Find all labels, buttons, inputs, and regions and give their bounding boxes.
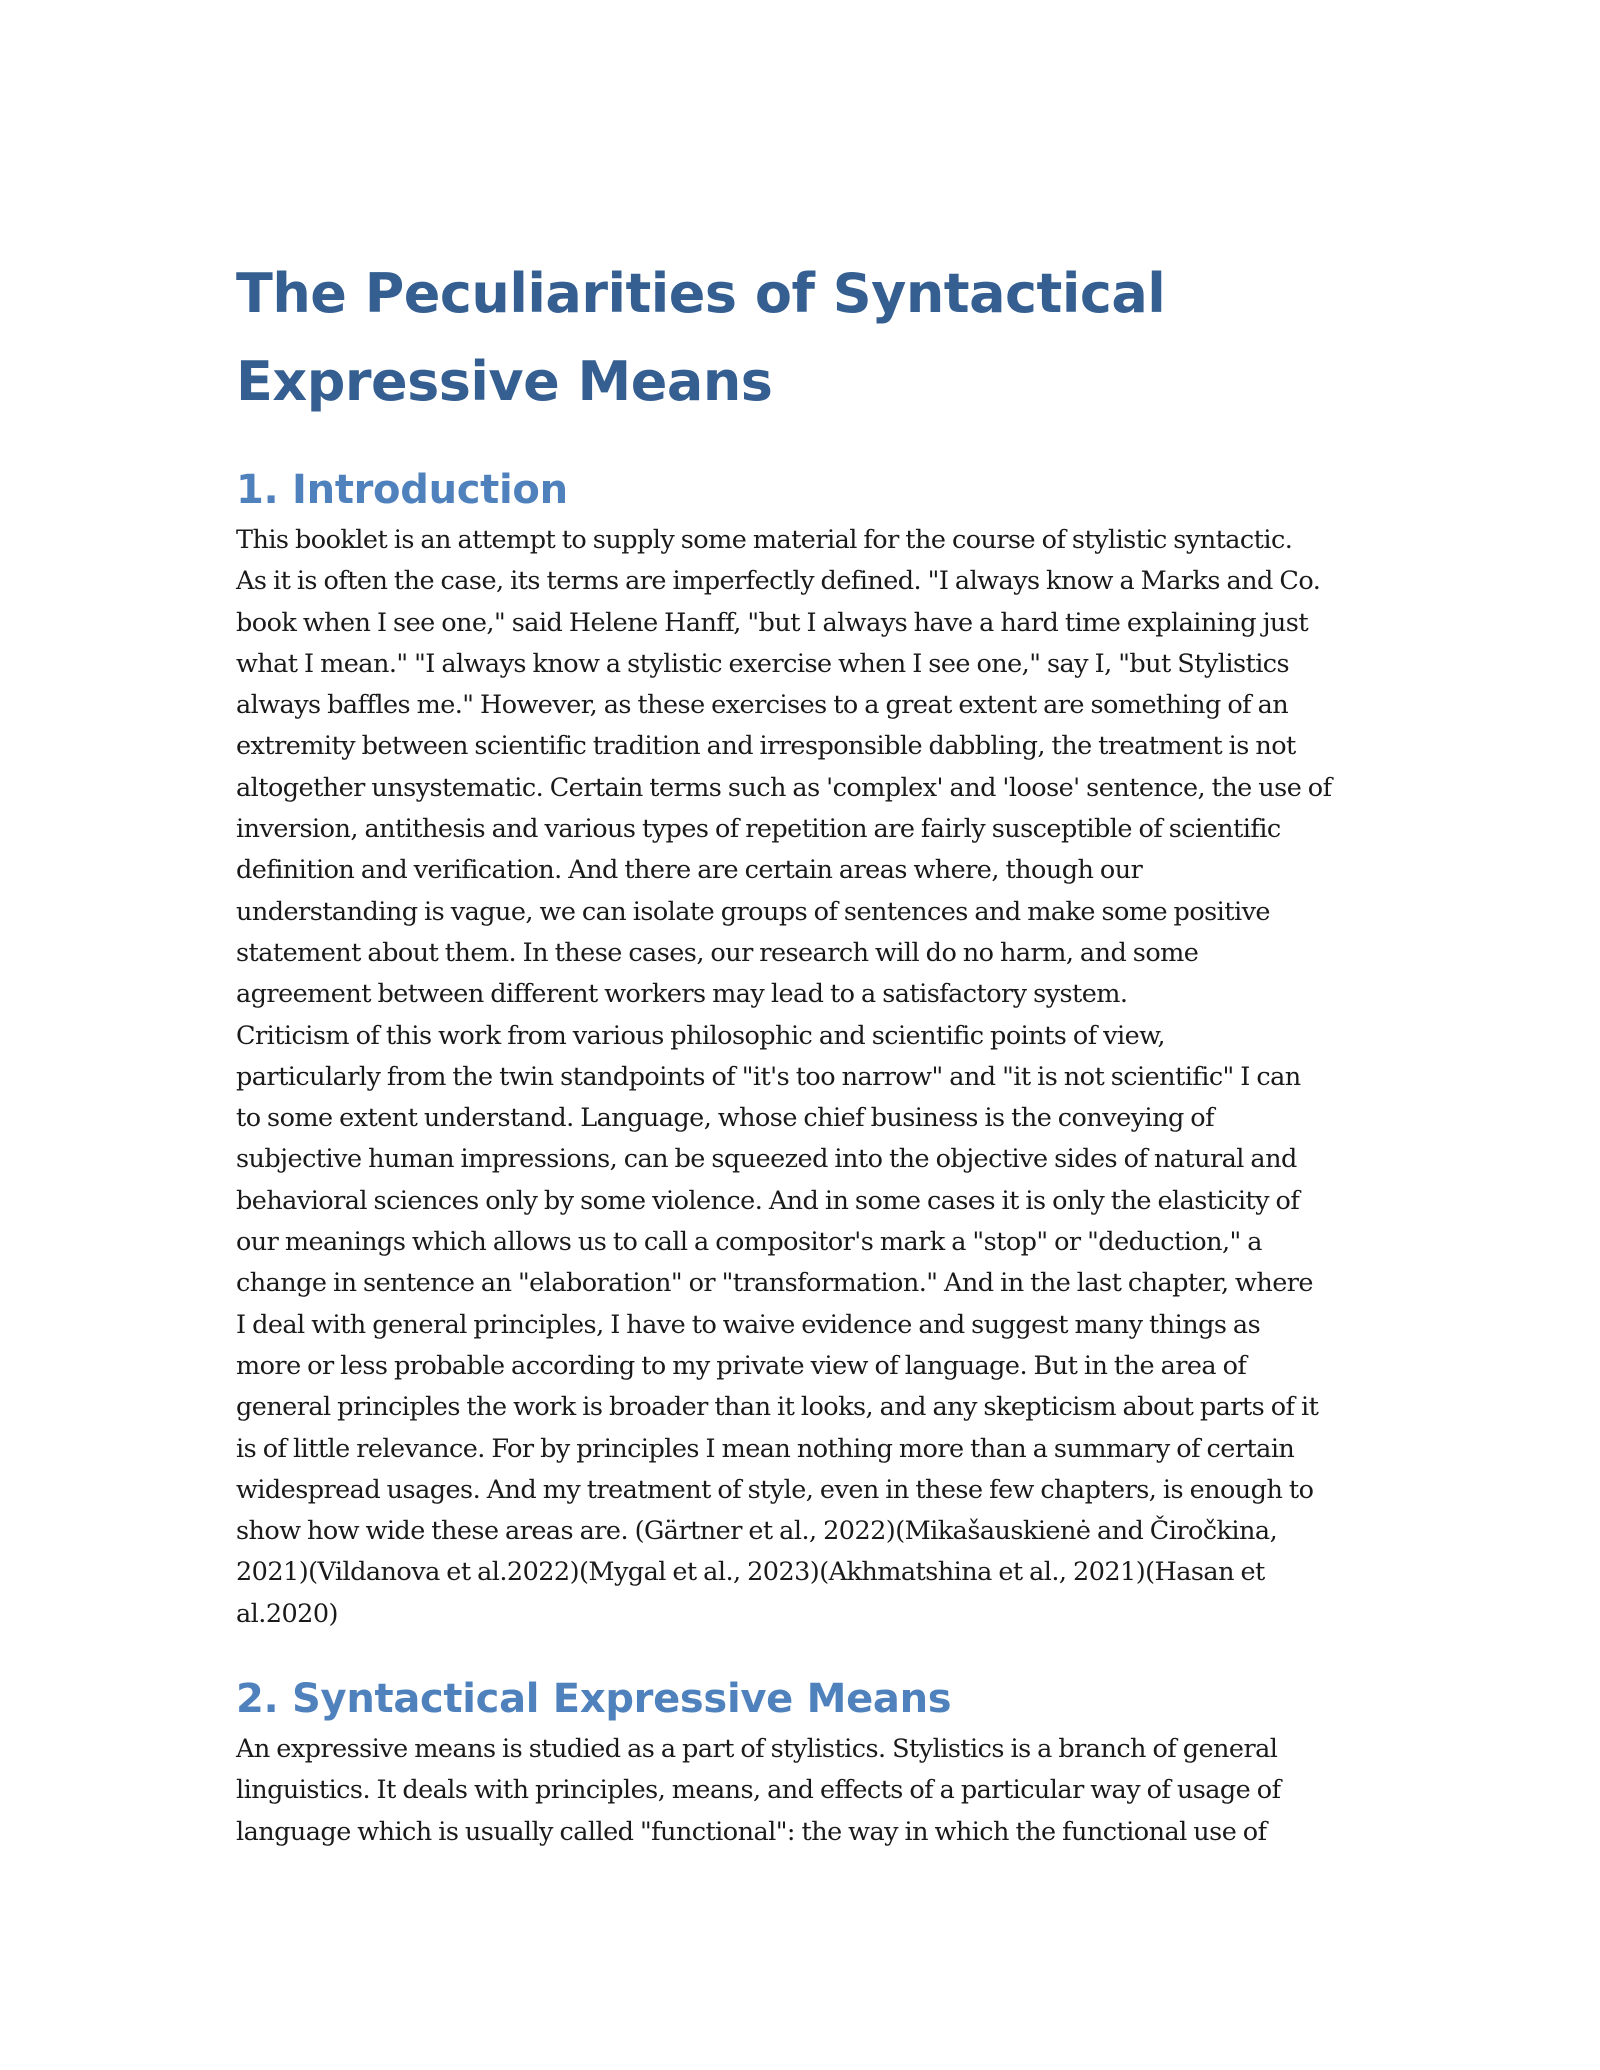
text-line: widespread usages. And my treatment of style, even in these few chapters, is enough to xyxy=(236,1474,1314,1505)
text-line: 2021)(Vildanova et al.2022)(Mygal et al., 2023)(Akhmatshina et al., 2021)(Hasan et xyxy=(236,1557,1265,1588)
text-line: definition and verification. And there are certain areas where, though our xyxy=(236,855,1143,886)
text-line: Criticism of this work from various philosophic and scientific points of view, xyxy=(236,1020,1165,1051)
text-line: statement about them. In these cases, our research will do no harm, and some xyxy=(236,937,1199,968)
text-line: An expressive means is studied as a part of stylistics. Stylistics is a branch of general xyxy=(236,1734,1278,1765)
text-line: As it is often the case, its terms are imperfectly defined. "I always know a Marks and Co. xyxy=(236,566,1321,597)
text-line: our meanings which allows us to call a compositor's mark a "stop" or "deduction," a xyxy=(236,1227,1262,1258)
text-line: more or less probable according to my private view of language. But in the area of xyxy=(236,1350,1247,1381)
text-line: language which is usually called "functional": the way in which the functional use of xyxy=(236,1816,1267,1847)
text-line: change in sentence an "elaboration" or "transformation." And in the last chapter, where xyxy=(236,1268,1313,1299)
text-line: inversion, antithesis and various types of repetition are fairly susceptible of scientific xyxy=(236,814,1281,845)
text-line: behavioral sciences only by some violence. And in some cases it is only the elasticity of xyxy=(236,1185,1300,1216)
paragraph-intro-1 xyxy=(236,520,1366,1016)
text-line: understanding is vague, we can isolate groups of sentences and make some positive xyxy=(236,896,1270,927)
document-title: The Peculiarities of Syntactical Expressive Means xyxy=(236,262,1166,413)
paragraph-intro-2 xyxy=(236,1016,1366,1635)
text-line: what I mean." "I always know a stylistic exercise when I see one," say I, "but Stylistics xyxy=(236,648,1290,679)
text-line: al.2020) xyxy=(236,1598,338,1629)
text-line: subjective human impressions, can be squeezed into the objective sides of natural and xyxy=(236,1144,1297,1175)
text-line: always baffles me." However, as these exercises to a great extent are something of an xyxy=(236,690,1289,721)
text-line: particularly from the twin standpoints of "it's too narrow" and "it is not scientific" I can xyxy=(236,1061,1301,1092)
text-line: to some extent understand. Language, whose chief business is the conveying of xyxy=(236,1103,1214,1134)
text-line: general principles the work is broader than it looks, and any skepticism about parts of it xyxy=(236,1392,1319,1423)
paragraph-syntax-1 xyxy=(236,1729,1366,1853)
text-line: altogether unsystematic. Certain terms such as 'complex' and 'loose' sentence, the use of xyxy=(236,772,1332,803)
text-line: show how wide these areas are. (Gärtner et al., 2022)(Mikašauskienė and Čiročkina, xyxy=(236,1516,1278,1547)
section-heading-syntactical-expressive-means: 2. Syntactical Expressive Means xyxy=(236,1676,952,1723)
document-page xyxy=(236,250,1366,1853)
text-line: is of little relevance. For by principles I mean nothing more than a summary of certain xyxy=(236,1433,1295,1464)
text-line: agreement between different workers may lead to a satisfactory system. xyxy=(236,979,1128,1010)
text-line: extremity between scientific tradition and irresponsible dabbling, the treatment is not xyxy=(236,731,1296,762)
section-heading-introduction: 1. Introduction xyxy=(236,467,568,513)
text-line: book when I see one," said Helene Hanff, "but I always have a hard time explaining just xyxy=(236,607,1309,638)
text-line: linguistics. It deals with principles, means, and effects of a particular way of usage of xyxy=(236,1775,1281,1806)
text-line: This booklet is an attempt to supply some material for the course of stylistic syntactic. xyxy=(236,525,1293,555)
text-line: I deal with general principles, I have to waive evidence and suggest many things as xyxy=(236,1309,1261,1340)
